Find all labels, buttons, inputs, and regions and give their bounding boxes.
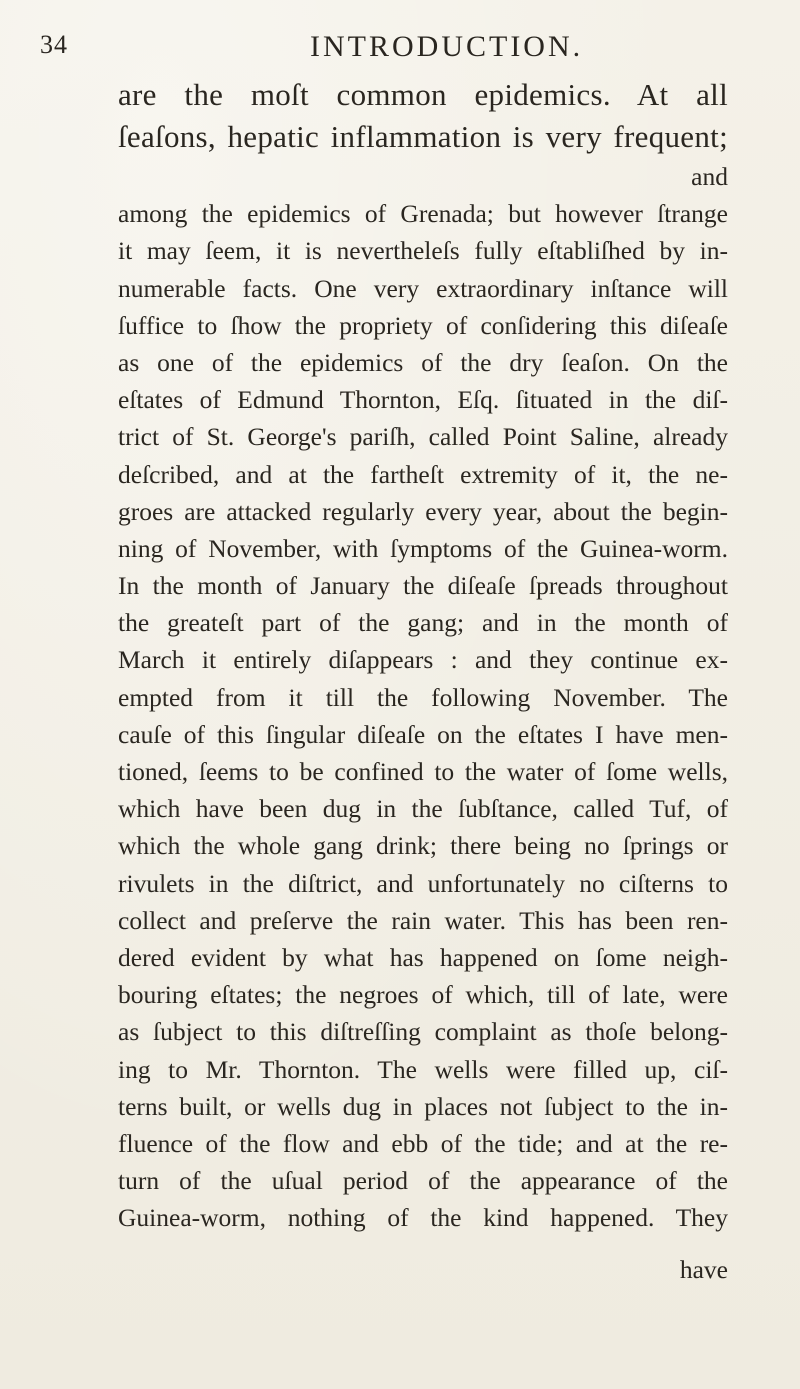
running-head [40,30,680,70]
text-line: eſtates of Edmund Thornton, Eſq. ſituated in the diſ- [118,385,728,415]
text-line: rivulets in the diſtrict, and unfortunately no ciſterns to [118,868,728,898]
text-line: the greateſt part of the gang; and in the month of [118,608,728,638]
text-line: cauſe of this ſingular diſeaſe on the eſtates I have men- [118,719,728,749]
text-line: among the epidemics of Grenada; but however ſtrange [118,199,728,229]
section-title: INTRODUCTION. [310,30,584,63]
page-number: 34 [40,30,68,59]
text-line: ſeaſons, hepatic inflammation is very frequent; [118,119,728,154]
text-line: bouring eſtates; the negroes of which, till of late, were [118,980,728,1010]
text-line: tioned, ſeems to be confined to the water of ſome wells, [118,757,728,786]
body-text [118,74,728,1236]
text-line: In the month of January the diſeaſe ſpreads throughout [118,571,728,601]
text-line: as ſubject to this diſtreſſing complaint as thoſe belong- [118,1017,728,1047]
text-line: are the moſt common epidemics. At all [118,77,728,112]
text-line: empted from it till the following November. The [118,682,728,712]
text-line: which have been dug in the ſubſtance, called Tuf, of [118,794,728,824]
text-line: ſuffice to ſhow the propriety of conſidering this diſeaſe [118,310,728,340]
text-line: March it entirely diſappears : and they continue ex- [118,645,728,675]
text-line: it may ſeem, it is nevertheleſs fully eſtabliſhed by in- [118,236,728,266]
text-line: trict of St. George's pariſh, called Point Saline, already [118,422,728,452]
text-line: fluence of the flow and ebb of the tide; and at the re- [118,1128,728,1158]
text-line: which the whole gang drink; there being no ſprings or [118,831,728,861]
text-line: collect and preſerve the rain water. This has been ren- [118,905,728,935]
text-line: groes are attacked regularly every year, about the begin- [118,496,728,526]
text-line: deſcribed, and at the fartheſt extremity of it, the ne- [118,459,728,489]
text-line: ing to Mr. Thornton. The wells were filled up, ciſ- [118,1054,728,1084]
text-line: ning of November, with ſymptoms of the Guinea-worm. [118,533,728,563]
text-line: Guinea-worm, nothing of the kind happened. They [118,1203,728,1233]
catchword: have [679,1255,728,1284]
text-line: terns built, or wells dug in places not ſubject to the in- [118,1091,728,1121]
text-line: as one of the epidemics of the dry ſeaſon. On the [118,347,728,377]
text-line: turn of the uſual period of the appearance of the [118,1166,728,1196]
text-line: dered evident by what has happened on ſome neigh- [118,942,728,972]
text-line: and [691,162,728,191]
text-line: numerable facts. One very extraordinary inſtance will [118,273,728,303]
